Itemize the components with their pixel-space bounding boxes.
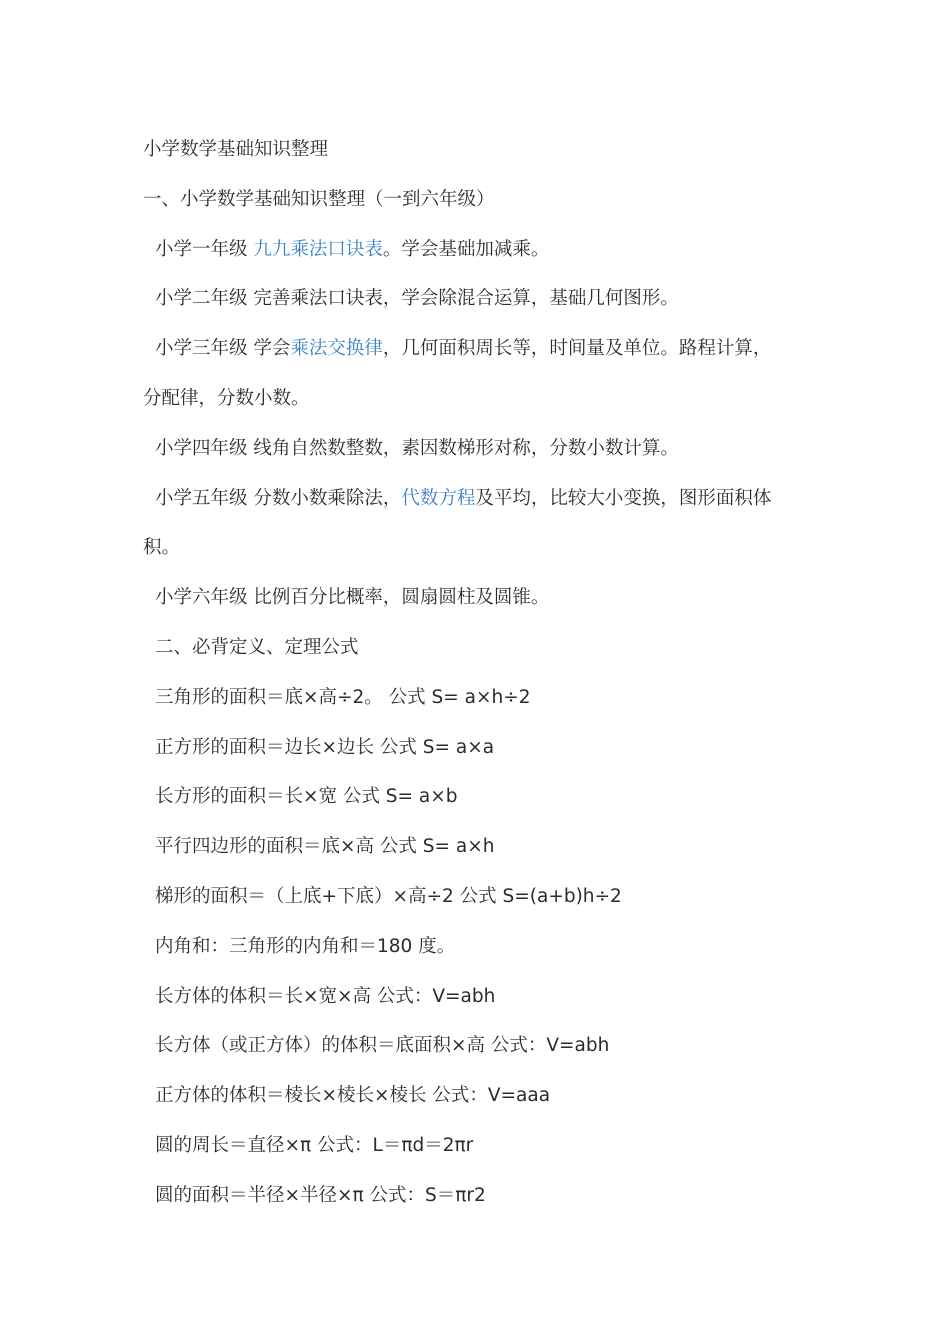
formula-cuboid-base-volume: 长方体（或正方体）的体积＝底面积×高 公式：V=abh xyxy=(155,1035,610,1057)
grade-3-line xyxy=(143,324,808,374)
document-title: 小学数学基础知识整理 xyxy=(143,139,329,160)
grade-1-suffix: 。学会基础加减乘。 xyxy=(382,238,550,260)
grade-5-line xyxy=(143,474,808,524)
formula-triangle-angle-sum: 内角和：三角形的内角和＝180 度。 xyxy=(155,935,456,957)
grade-5-suffix: 及平均，比较大小变换，图形面积体 xyxy=(475,487,772,509)
multiplication-table-link[interactable]: 九九乘法口诀表 xyxy=(253,238,383,260)
commutative-law-link[interactable]: 乘法交换律 xyxy=(290,338,383,360)
grade-6-line: 小学六年级 比例百分比概率，圆扇圆柱及圆锥。 xyxy=(155,587,550,609)
section-heading-1: 一、小学数学基础知识整理（一到六年级） xyxy=(143,188,495,210)
grade-3-continuation: 分配律，分数小数。 xyxy=(143,387,310,409)
grade-1-line xyxy=(143,225,808,275)
grade-2-line: 小学二年级 完善乘法口诀表，学会除混合运算，基础几何图形。 xyxy=(155,288,679,310)
formula-cube-volume: 正方体的体积＝棱长×棱长×棱长 公式：V=aaa xyxy=(155,1085,551,1107)
formula-parallelogram-area: 平行四边形的面积＝底×高 公式 S= a×h xyxy=(155,836,495,858)
formula-cuboid-volume: 长方体的体积＝长×宽×高 公式：V=abh xyxy=(155,985,496,1007)
grade-1-prefix: 小学一年级 xyxy=(155,238,254,260)
formula-triangle-area: 三角形的面积＝底×高÷2。 公式 S= a×h÷2 xyxy=(155,686,531,708)
section-heading-2: 二、必背定义、定理公式 xyxy=(155,636,359,658)
algebraic-equation-link[interactable]: 代数方程 xyxy=(401,487,476,509)
grade-3-suffix: ，几何面积周长等，时间量及单位。路程计算， xyxy=(382,338,772,360)
formula-square-area: 正方形的面积＝边长×边长 公式 S= a×a xyxy=(155,736,495,758)
formula-circle-area: 圆的面积＝半径×半径×π 公式：S＝πr2 xyxy=(155,1184,486,1206)
grade-3-prefix: 小学三年级 学会 xyxy=(155,338,291,360)
formula-rectangle-area: 长方形的面积＝长×宽 公式 S= a×b xyxy=(155,786,458,808)
grade-4-line: 小学四年级 线角自然数整数，素因数梯形对称，分数小数计算。 xyxy=(155,437,679,459)
document-body xyxy=(143,125,808,1221)
formula-trapezoid-area: 梯形的面积＝（上底+下底）×高÷2 公式 S=(a+b)h÷2 xyxy=(155,885,622,907)
grade-5-prefix: 小学五年级 分数小数乘除法， xyxy=(155,487,402,509)
formula-circle-circumference: 圆的周长＝直径×π 公式：L＝πd＝2πr xyxy=(155,1134,474,1156)
grade-5-continuation: 积。 xyxy=(143,537,181,559)
